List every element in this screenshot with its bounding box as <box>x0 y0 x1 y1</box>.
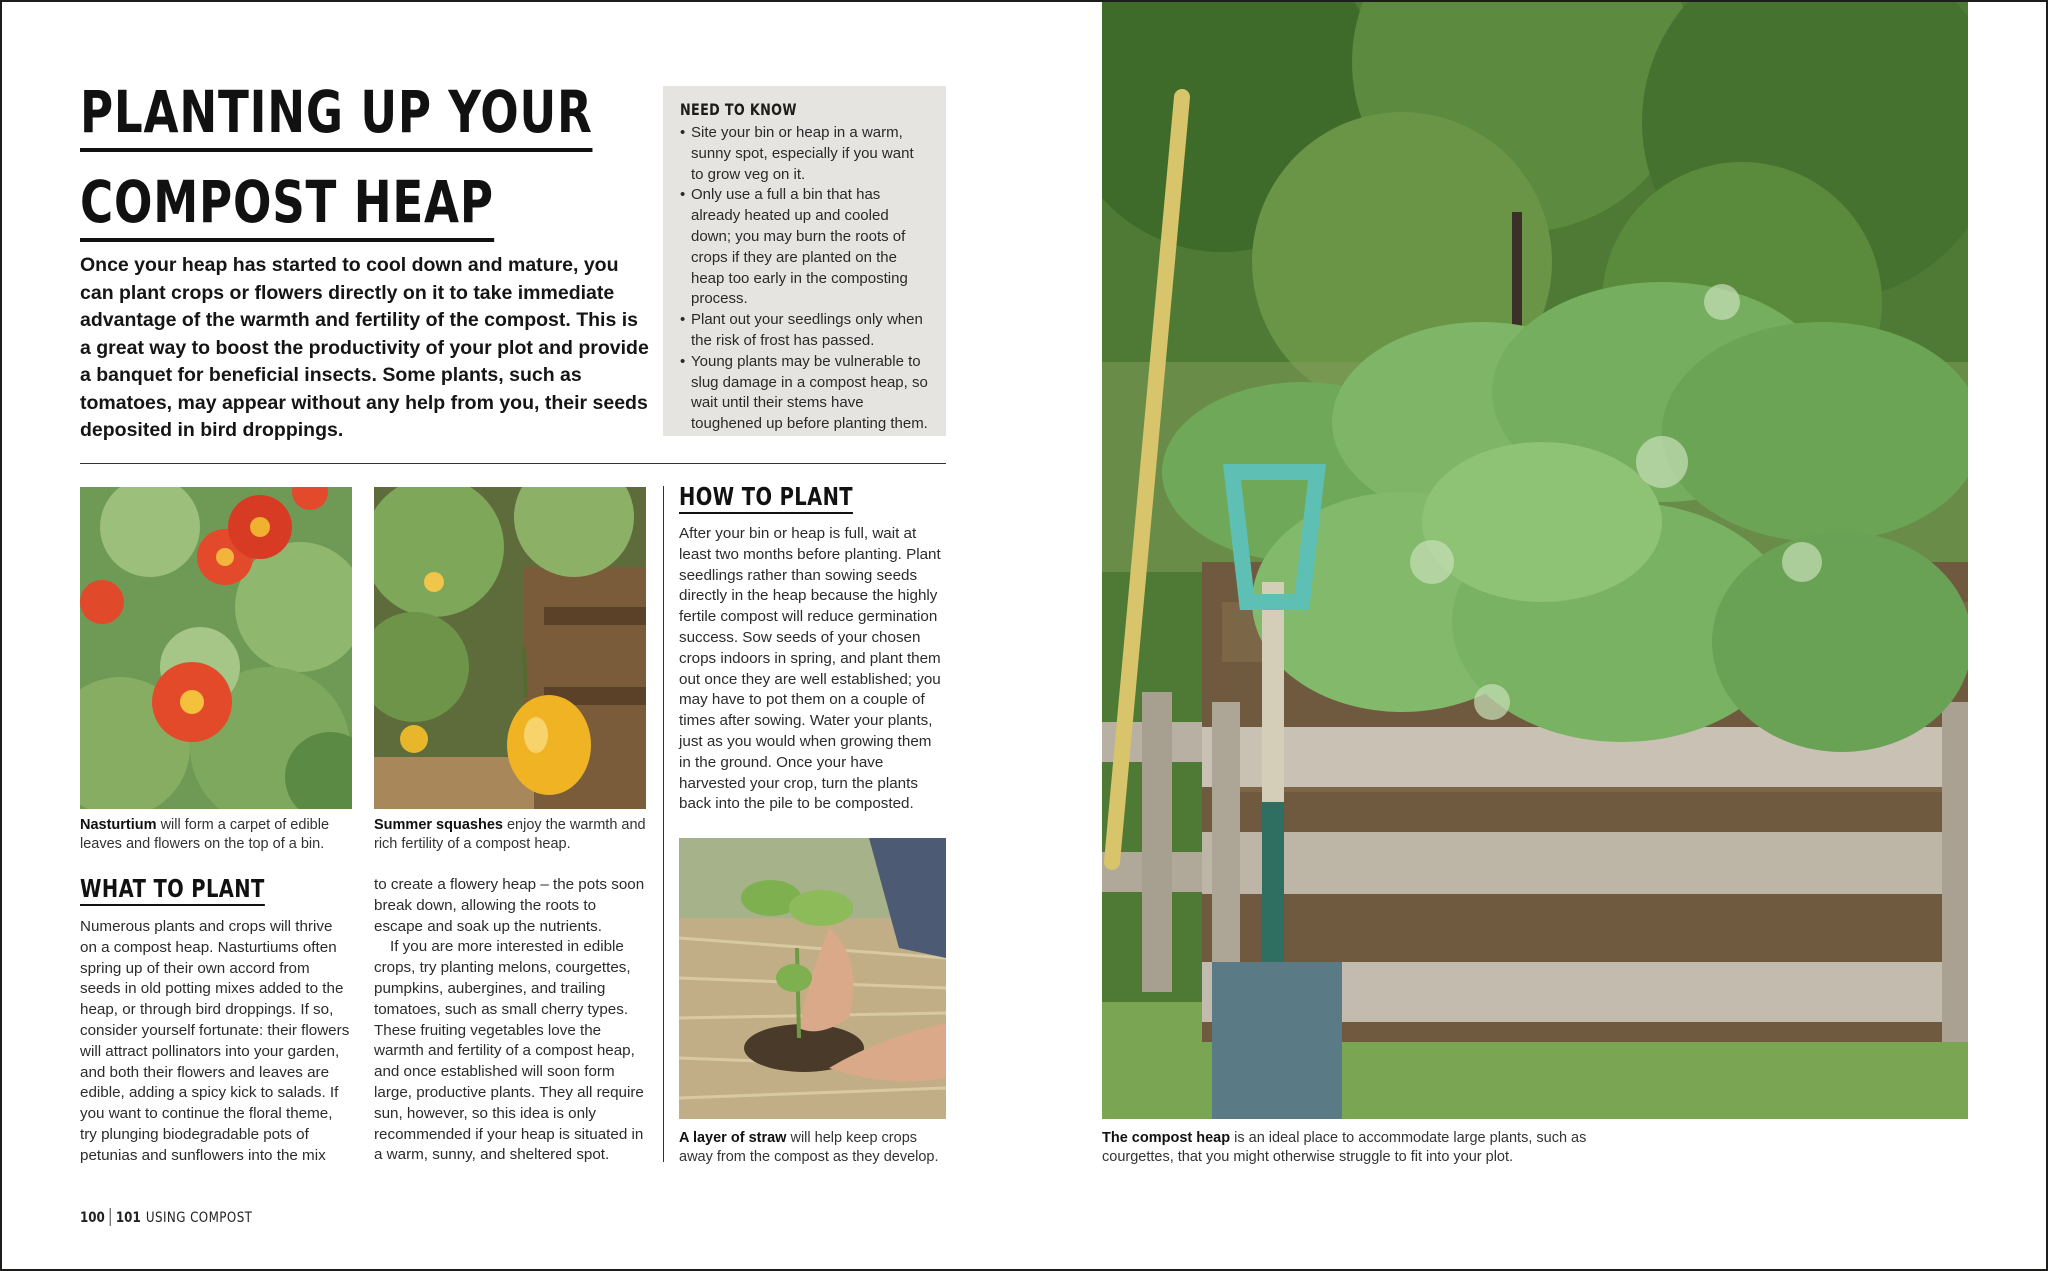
compost-heap-caption <box>1102 1129 1602 1166</box>
how-to-plant-heading <box>679 482 853 514</box>
page-number-right: 101 <box>115 1210 141 1226</box>
caption-text: will form a carpet of edible leaves and flowers on the top of a bin. <box>80 817 330 852</box>
need-to-know-item: • Only use a full a bin that has already heated up and cooled down; you may burn the roots of crops if they are planted on the heap too early in the composting process. <box>680 185 930 310</box>
nasturtium-caption <box>80 816 355 853</box>
page-number-left: 100 <box>80 1210 105 1226</box>
how-to-plant-heading-text: HOW TO PLANT <box>679 482 853 514</box>
what-to-plant-heading <box>80 874 265 906</box>
what-to-plant-column-1: Numerous plants and crops will thrive on a compost heap. Nasturtiums often spring up of their own accord from seeds in old potting mixes added to the heap, or through bird droppings. If so, consider yourself fortunate: their flowers will attract pollinators into your garden, and both their flowers and leaves are edible, adding a spicy kick to salads. If you want to continue the floral theme, try plunging biodegradable pots of petunias and sunflowers into the mix <box>80 918 350 1164</box>
caption-bold: Summer squashes <box>374 817 503 833</box>
need-to-know-list <box>680 123 930 435</box>
need-to-know-item: • Young plants may be vulnerable to slug damage in a compost heap, so wait until their stems have toughened up before planting them. <box>680 352 930 435</box>
page-title <box>80 72 593 252</box>
need-to-know-box <box>663 86 946 436</box>
intro-paragraph: Once your heap has started to cool down and mature, you can plant crops or flowers directly on it to take immediate advantage of the warmth and fertility of the compost. This is a great way to boost the productivity of your plot and provide a banquet for beneficial insects. Some plants, such as tomatoes, may appear without any help from you, their seeds deposited in bird droppings. <box>80 254 649 441</box>
squash-caption <box>374 816 649 853</box>
caption-text: is an ideal place to accommodate large plants, such as courgettes, that you might otherwise struggle to fit into your plot. <box>1102 1130 1587 1165</box>
need-to-know-item: • Site your bin or heap in a warm, sunny spot, especially if you want to grow veg on it. <box>680 123 930 185</box>
column-divider <box>663 486 664 1162</box>
caption-bold: The compost heap <box>1102 1130 1231 1146</box>
title-line-1: PLANTING UP YOUR <box>80 78 593 152</box>
straw-caption <box>679 1129 949 1166</box>
section-name: USING COMPOST <box>145 1210 253 1226</box>
what-to-plant-heading-text: WHAT TO PLANT <box>80 874 265 906</box>
page-footer <box>80 1208 252 1226</box>
compost-heap-photo <box>1102 2 1968 1119</box>
need-to-know-item: • Plant out your seedlings only when the risk of frost has passed. <box>680 310 930 352</box>
how-to-plant-body: After your bin or heap is full, wait at least two months before planting. Plant seedlings rather than sowing seeds directly in the heap because the highly fertile compost will reduce germination success. Sow seeds of your chosen crops indoors in spring, and plant them out once they are well established; you may have to pot them on a couple of times after sowing. Water your plants, just as you would when growing them in the ground. Once your have harvested your crop, turn the plants back into the pile to be composted. <box>679 525 941 813</box>
page-number-separator <box>110 1208 111 1226</box>
need-to-know-title: NEED TO KNOW <box>680 100 797 119</box>
caption-bold: A layer of straw <box>679 1130 787 1146</box>
what-to-plant-column-2 <box>374 875 646 1166</box>
caption-text: enjoy the warmth and rich fertility of a compost heap. <box>374 817 646 852</box>
caption-text: will help keep crops away from the compost as they develop. <box>679 1130 939 1165</box>
caption-bold: Nasturtium <box>80 817 157 833</box>
squash-photo <box>374 487 646 809</box>
straw-photo <box>679 838 946 1119</box>
section-divider <box>80 463 946 464</box>
what-to-plant-paragraph: If you are more interested in edible crops, try planting melons, courgettes, pumpkins, aubergines, and trailing tomatoes, such as small cherry types. These fruiting vegetables love the warmth and fertility of a compost heap, and once established will soon form large, productive plants. They all require sun, however, so this idea is only recommended if your heap is situated in a warm, sunny, and sheltered spot. <box>374 938 644 1164</box>
title-line-2: COMPOST HEAP <box>80 168 494 242</box>
nasturtium-photo <box>80 487 352 809</box>
what-to-plant-paragraph: to create a flowery heap – the pots soon break down, allowing the roots to escape and soak up the nutrients. <box>374 876 645 935</box>
